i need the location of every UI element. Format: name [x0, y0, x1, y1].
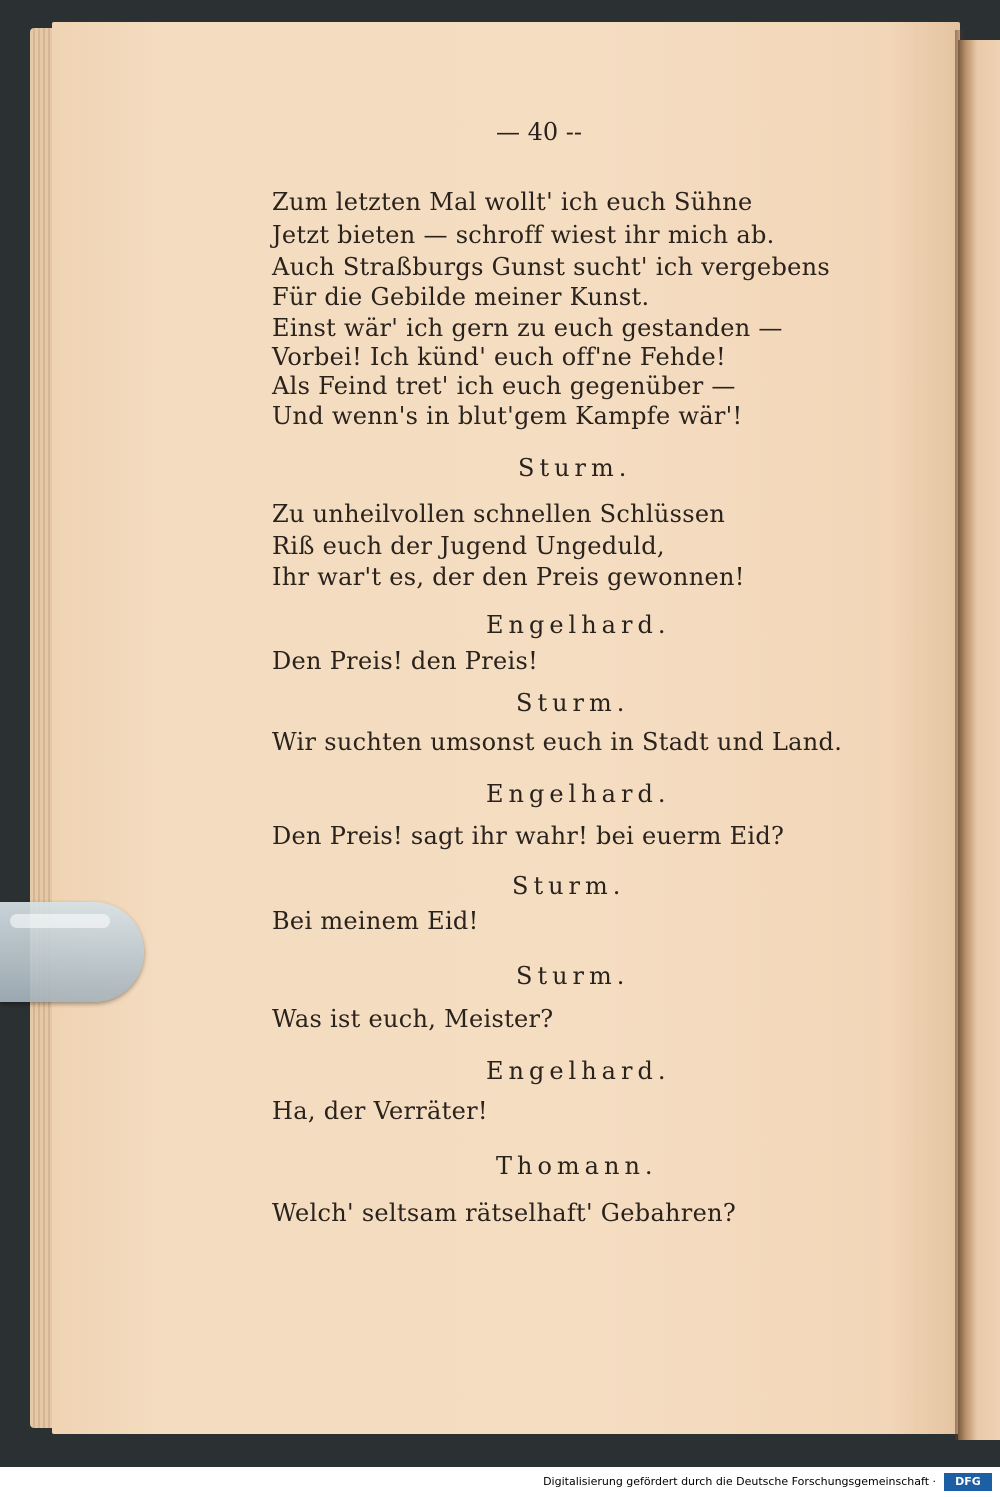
- verse-line: Bei meinem Eid!: [272, 907, 479, 935]
- speaker-name: Sturm.: [516, 689, 630, 717]
- verse-line: Ihr war't es, der den Preis gewonnen!: [272, 563, 745, 591]
- verse-line: Wir suchten umsonst euch in Stadt und Land.: [272, 728, 843, 756]
- verse-line: Zu unheilvollen schnellen Schlüssen: [272, 500, 726, 528]
- speaker-name: Engelhard.: [486, 1057, 671, 1085]
- verse-line: Auch Straßburgs Gunst sucht' ich vergebens: [272, 253, 830, 281]
- verse-line: Als Feind tret' ich euch gegenüber —: [272, 372, 736, 400]
- speaker-name: Sturm.: [518, 454, 632, 482]
- speaker-name: Engelhard.: [486, 611, 671, 639]
- verse-line: Was ist euch, Meister?: [272, 1005, 554, 1033]
- speaker-name: Engelhard.: [486, 780, 671, 808]
- dfg-logo: DFG: [944, 1473, 992, 1491]
- speaker-name: Thomann.: [496, 1152, 658, 1180]
- footer-bar: [0, 1467, 1000, 1497]
- verse-line: Welch' seltsam rätselhaft' Gebahren?: [272, 1199, 737, 1227]
- facing-page-edge: [958, 40, 1000, 1440]
- verse-line: Ha, der Verräter!: [272, 1097, 488, 1125]
- speaker-name: Sturm.: [516, 962, 630, 990]
- verse-line: Zum letzten Mal wollt' ich euch Sühne: [272, 188, 753, 216]
- verse-line: Und wenn's in blut'gem Kampfe wär'!: [272, 402, 743, 430]
- verse-line: Für die Gebilde meiner Kunst.: [272, 283, 650, 311]
- footer-credit: Digitalisierung gefördert durch die Deutsche Forschungsgemeinschaft ·: [543, 1475, 936, 1488]
- verse-line: Vorbei! Ich künd' euch off'ne Fehde!: [272, 343, 726, 371]
- verse-line: Den Preis! den Preis!: [272, 647, 539, 675]
- verse-line: Riß euch der Jugend Ungeduld,: [272, 532, 665, 560]
- page-number: — 40 --: [496, 118, 583, 146]
- verse-line: Den Preis! sagt ihr wahr! bei euerm Eid?: [272, 822, 785, 850]
- speaker-name: Sturm.: [512, 872, 626, 900]
- verse-line: Einst wär' ich gern zu euch gestanden —: [272, 314, 783, 342]
- clip-glare: [10, 914, 110, 928]
- verse-line: Jetzt bieten — schroff wiest ihr mich ab.: [272, 221, 775, 249]
- page-clip: [0, 902, 144, 1002]
